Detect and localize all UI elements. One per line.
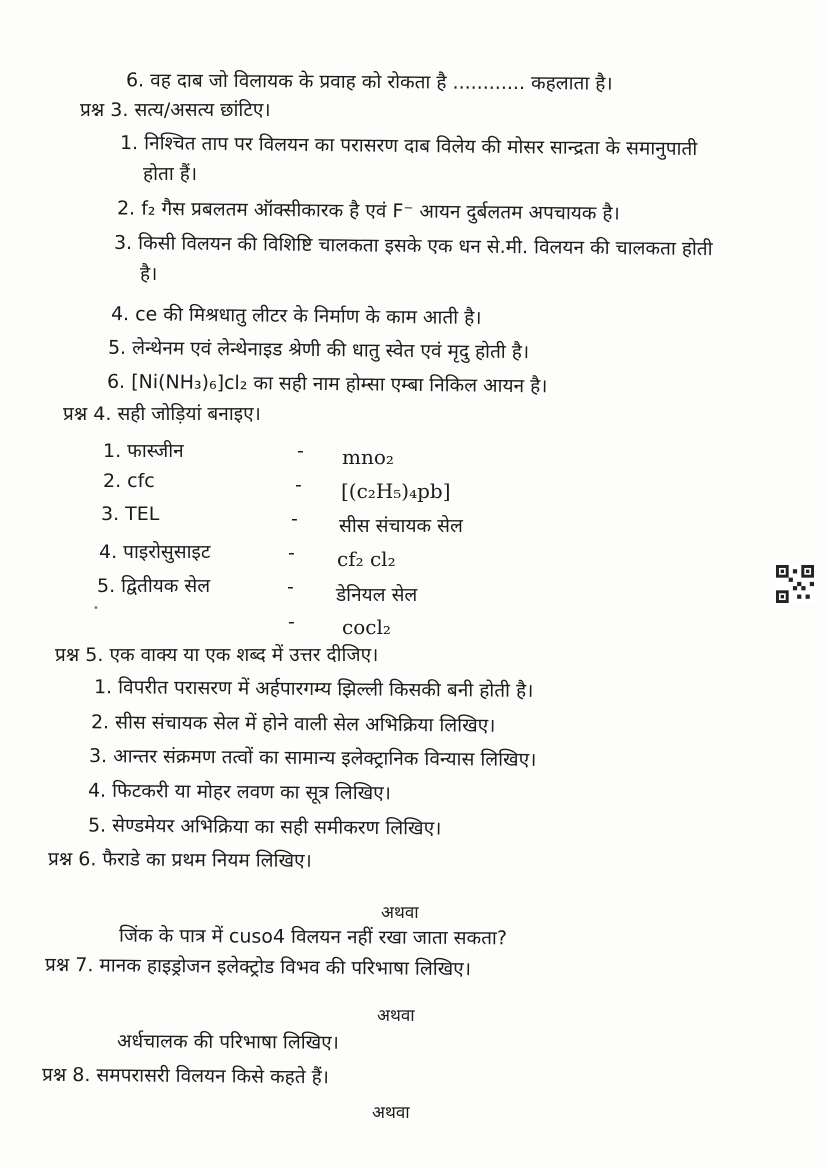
q7-alt: अर्धचालक की परिभाषा लिखिए। bbox=[116, 1030, 340, 1054]
q5-item-2: 2. सीस संचायक सेल में होने वाली सेल अभिक्रिया लिखिए। bbox=[90, 711, 496, 737]
q3-item-3-line2: है। bbox=[140, 263, 158, 285]
q4-dash-6: - bbox=[288, 611, 295, 633]
q4-left-3: 3. TEL bbox=[101, 503, 160, 525]
q4-title: प्रश्न 4. सही जोड़ियां बनाइए। bbox=[63, 403, 261, 425]
q6-alt: जिंक के पात्र में cuso4 विलयन नहीं रखा जाता सकता? bbox=[118, 924, 508, 950]
q8-title: प्रश्न 8. समपरासरी विलयन किसे कहते हैं। bbox=[41, 1063, 330, 1089]
q4-dash-4: - bbox=[288, 542, 295, 564]
q7-title: प्रश्न 7. मानक हाइड्रोजन इलेक्ट्रोड विभव की परिभाषा लिखिए। bbox=[44, 953, 472, 981]
q3-item-1-line2: होता हैं। bbox=[143, 163, 198, 185]
q4-right-3: सीस संचायक सेल bbox=[339, 515, 463, 537]
q5-item-3: 3. आन्तर संक्रमण तत्वों का सामान्य इलेक्ट्रानिक विन्यास लिखिए। bbox=[88, 745, 537, 771]
q7-or: अथवा bbox=[377, 1006, 415, 1026]
q3-item-5: 5. लेन्थेनम एवं लेन्थेनाइड श्रेणी की धातु स्वेत एवं मृदु होती है। bbox=[107, 336, 530, 364]
q6-title: प्रश्न 6. फैराडे का प्रथम नियम लिखिए। bbox=[47, 848, 312, 872]
q3-item-1-line1: 1. निश्चित ताप पर विलयन का परासरण दाब विलेय की मोसर सान्द्रता के समानुपाती bbox=[119, 131, 698, 161]
q4-dash-5: - bbox=[287, 576, 294, 598]
q5-title: प्रश्न 5. एक वाक्य या एक शब्द में उत्तर दीजिए। bbox=[55, 644, 379, 666]
q3-item-4: 4. ce की मिश्रधातु लीटर के निर्माण के काम आती है। bbox=[110, 303, 482, 329]
q3-item-2: 2. f₂ गैस प्रबलतम ऑक्सीकारक है एवं F⁻ आयन दुर्बलतम अपचायक है। bbox=[116, 197, 620, 225]
q4-left-4: 4. पाइरोसुसाइट bbox=[99, 541, 211, 563]
q4-right-5: डेनियल सेल bbox=[336, 584, 418, 606]
qr-code-icon bbox=[776, 565, 814, 603]
q3-item-6: 6. [Ni(NH₃)₆]cl₂ का सही नाम होम्सा एम्बा निकिल आयन है। bbox=[106, 370, 548, 398]
q3-title: प्रश्न 3. सत्य/असत्य छांटिए। bbox=[80, 99, 271, 121]
q4-right-1: mno₂ bbox=[342, 445, 394, 469]
q3-item-3-line1: 3. किसी विलयन की विशिष्टि चालकता इसके एक धन से.मी. विलयन की चालकता होती bbox=[113, 231, 713, 261]
q4-dash-3: - bbox=[291, 508, 298, 530]
q5-item-1: 1. विपरीत परासरण में अर्हपारगम्य झिल्ली किसकी बनी होती है। bbox=[93, 676, 534, 702]
q4-right-2: [(c₂H₅)₄pb] bbox=[341, 479, 451, 503]
q8-or: अथवा bbox=[372, 1103, 410, 1123]
q4-right-6: cocl₂ bbox=[342, 615, 391, 639]
ink-speck: • bbox=[93, 603, 99, 614]
q4-dash-2: - bbox=[295, 474, 302, 496]
q4-left-2: 2. cfc bbox=[103, 470, 155, 492]
q5-item-5: 5. सेण्डमेयर अभिक्रिया का सही समीकरण लिखिए। bbox=[87, 814, 442, 840]
q4-left-5: 5. द्वितीयक सेल bbox=[97, 575, 211, 597]
q6-or: अथवा bbox=[381, 903, 419, 923]
q4-dash-1: - bbox=[297, 440, 304, 462]
q2-item-6: 6. वह दाब जो विलायक के प्रवाह को रोकता है ............ कहलाता है। bbox=[125, 69, 613, 95]
q4-left-1: 1. फास्जीन bbox=[103, 440, 184, 462]
q5-item-4: 4. फिटकरी या मोहर लवण का सूत्र लिखिए। bbox=[87, 779, 392, 805]
q4-right-4: cf₂ cl₂ bbox=[337, 547, 396, 571]
